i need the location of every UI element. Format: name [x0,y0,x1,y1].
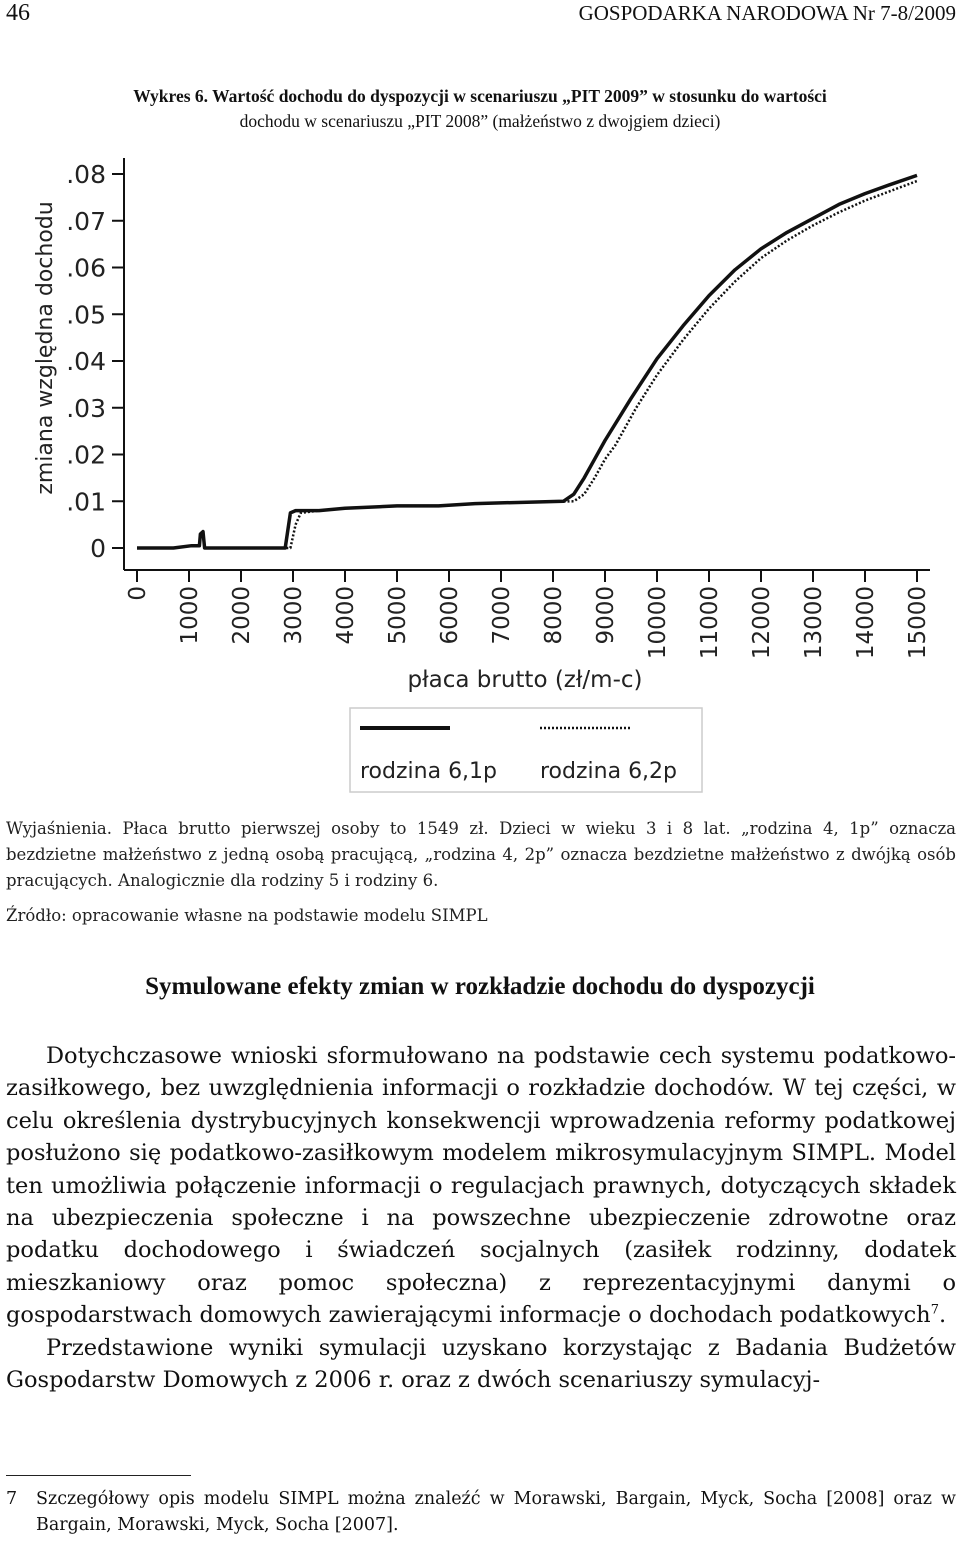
y-tick-label: .02 [66,440,106,470]
running-header [6,0,956,30]
figure-caption [30,84,930,134]
paragraph-1 [6,1040,956,1332]
series-line-1 [137,175,917,548]
footnote-number: 7 [6,1489,18,1509]
x-tick-label: 15000 [905,586,931,660]
y-tick-label: .08 [66,160,106,189]
line-chart [0,150,960,800]
x-tick-label: 1000 [177,586,203,645]
paragraph-1-text: Dotychczasowe wnioski sformułowano na podstawie cech systemu podatkowo-zasiłkowego, bez uwzględnienia informacji o rozkładzie dochodów. W tej części, w celu określenia dystrybucyjnych konsekwencji wprowadzenia reformy podatkowej posłużono się podatkowo-zasiłkowym modelem mikrosymulacyjnym SIMPL. Model ten umożliwia połączenie informacji o regulacjach prawnych, dotyczących składek na ubezpieczenia społeczne i na powszechne ubezpieczenie zdrowotne oraz podatku dochodowego i świadczeń socjalnych (zasiłek rodzinny, dodatek mieszkaniowy oraz pomoc społeczna) z reprezentacyjnymi danymi o gospodarstwach domowych zawierającymi informacje o dochodach podatkowych [6,1043,956,1329]
y-tick-label: 0 [90,534,106,563]
x-tick-label: 7000 [489,586,515,645]
y-axis [66,160,124,563]
footnote [6,1486,956,1538]
footnote-reference[interactable]: 7 [930,1302,939,1318]
body-text [6,1040,956,1396]
y-tick-label: .05 [66,300,106,330]
x-tick-label: 4000 [333,586,359,645]
paragraph-1-end: . [938,1302,947,1329]
journal-title: GOSPODARKA NARODOWA Nr 7-8/2009 [578,1,956,25]
y-tick-label: .07 [66,206,106,236]
x-tick-label: 13000 [801,586,827,660]
figure-caption-line2: dochodu w scenariuszu „PIT 2008” (małżeństwo z dwojgiem dzieci) [239,111,721,131]
x-tick-label: 3000 [281,586,307,645]
y-tick-label: .06 [66,253,106,283]
paragraph-2: Przedstawione wyniki symulacji uzyskano korzystając z Badania Budżetów Gospodarstw Domowych z 2006 r. oraz z dwóch scenariuszy symulacyj- [6,1334,956,1394]
figure-notes: Wyjaśnienia. Płaca brutto pierwszej osoby to 1549 zł. Dzieci w wieku 3 i 8 lat. „rodzina 4, 1p” oznacza bezdzietne małżeństwo z jedną osobą pracującą, „rodzina 4, 2p” oznacza bezdzietne małżeństwo z dwójką osób pracujących. Analogicznie dla rodziny 5 i rodziny 6. [6,819,956,890]
x-tick-label: 0 [125,586,151,601]
series-layer [137,175,917,548]
x-tick-label: 11000 [697,586,723,660]
x-tick-label: 6000 [437,586,463,645]
legend-label-series-2: rodzina 6,2p [540,759,678,784]
x-axis-label: płaca brutto (zł/m-c) [407,667,643,693]
x-tick-label: 8000 [541,586,567,645]
figure-source: Źródło: opracowanie własne na podstawie modelu SIMPL [6,906,488,925]
section-heading: Symulowane efekty zmian w rozkładzie dochodu do dyspozycji [145,973,815,1000]
legend-label-series-1: rodzina 6,1p [360,759,498,784]
footnote-rule [6,1475,191,1476]
y-tick-label: .01 [66,487,106,517]
y-axis-label: zmiana względna dochodu [33,201,58,495]
x-tick-label: 5000 [385,586,411,645]
x-axis [125,570,931,659]
x-tick-label: 14000 [853,586,879,660]
y-tick-label: .04 [66,347,106,376]
footnote-text: Szczegółowy opis modelu SIMPL można znaleźć w Morawski, Bargain, Myck, Socha [2008] oraz w Bargain, Morawski, Myck, Socha [2007]. [36,1489,956,1535]
y-tick-label: .03 [66,393,106,423]
page-number: 46 [6,0,30,26]
x-tick-label: 2000 [229,586,255,645]
x-tick-label: 9000 [593,586,619,645]
series-line-2 [137,181,917,548]
x-tick-label: 10000 [645,586,671,660]
x-tick-label: 12000 [749,586,775,660]
figure-caption-line1: Wykres 6. Wartość dochodu do dyspozycji w scenariuszu „PIT 2009” w stosunku do wartości [133,86,827,106]
legend [350,708,702,792]
